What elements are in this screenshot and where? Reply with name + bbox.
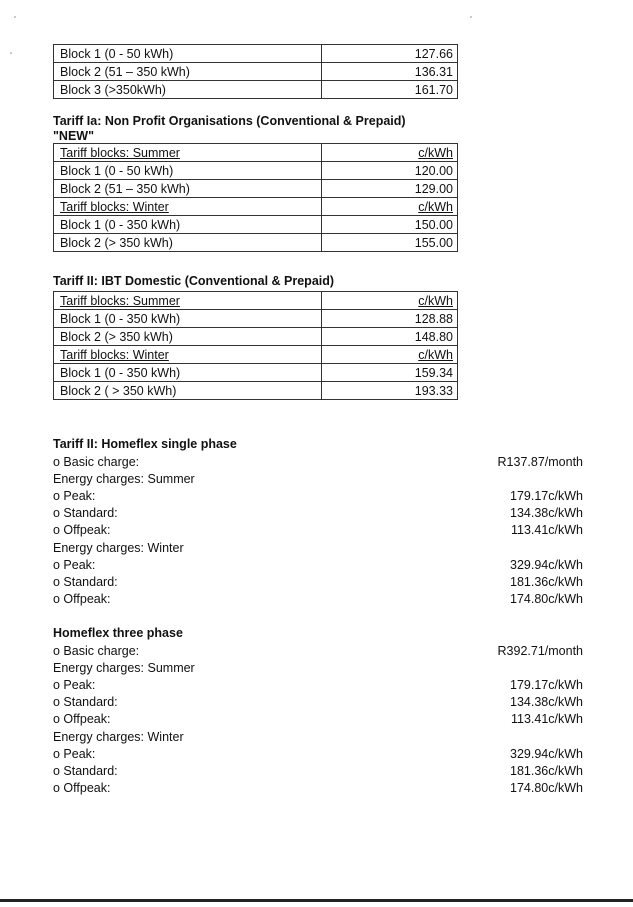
charge-label: o Standard:: [53, 695, 118, 709]
charge-label: Energy charges: Winter: [53, 730, 184, 744]
charge-value: 174.80c/kWh: [510, 592, 583, 606]
charge-value: 113.41c/kWh: [510, 523, 583, 537]
row-value: 148.80: [322, 328, 458, 346]
row-label: Block 2 (> 350 kWh): [54, 234, 322, 252]
charge-value: 181.36c/kWh: [510, 575, 583, 589]
charge-value: 174.80c/kWh: [510, 781, 583, 795]
table-row: [54, 382, 458, 400]
block-value: 136.31: [322, 63, 458, 81]
row-value: c/kWh: [322, 292, 458, 310]
charge-line: [53, 643, 583, 660]
row-label: Tariff blocks: Winter: [54, 346, 322, 364]
block-label: Block 3 (>350kWh): [54, 81, 322, 99]
block-value: 161.70: [322, 81, 458, 99]
charge-line: [53, 471, 583, 488]
charge-line: [53, 557, 583, 574]
charge-label: o Offpeak:: [53, 781, 111, 795]
charge-label: o Standard:: [53, 506, 118, 520]
charge-line: [53, 694, 583, 711]
charge-label: o Peak:: [53, 489, 96, 503]
row-label: Block 2 (> 350 kWh): [54, 328, 322, 346]
table-row: [54, 180, 458, 198]
scan-speck: [14, 16, 16, 18]
charge-value: 329.94c/kWh: [510, 747, 583, 761]
table-row: [54, 63, 458, 81]
charge-line: [53, 677, 583, 694]
tariff-ia-heading-line2: "NEW": [53, 129, 95, 143]
row-label: Block 2 ( > 350 kWh): [54, 382, 322, 400]
row-label: Tariff blocks: Summer: [54, 144, 322, 162]
charge-line: [53, 729, 583, 746]
row-value: c/kWh: [322, 144, 458, 162]
row-value: 128.88: [322, 310, 458, 328]
charge-label: Energy charges: Winter: [53, 541, 184, 555]
charge-line: [53, 522, 583, 539]
table-header-row: [54, 292, 458, 310]
row-value: 155.00: [322, 234, 458, 252]
charge-value: R137.87/month: [497, 455, 583, 469]
tariff-ia-table: [53, 143, 458, 252]
row-label: Block 2 (51 – 350 kWh): [54, 180, 322, 198]
charge-value: 134.38c/kWh: [510, 506, 583, 520]
charge-value: R392.71/month: [497, 644, 583, 658]
charge-value: 181.36c/kWh: [510, 764, 583, 778]
scan-speck: [470, 16, 472, 18]
tariff-ia-heading: [53, 114, 406, 144]
charge-label: o Basic charge:: [53, 644, 140, 658]
charge-label: o Peak:: [53, 558, 96, 572]
row-label: Block 1 (0 - 350 kWh): [54, 216, 322, 234]
charge-line: [53, 591, 583, 608]
row-label: Block 1 (0 - 50 kWh): [54, 162, 322, 180]
charge-label: o Peak:: [53, 678, 96, 692]
table-row: [54, 310, 458, 328]
table-header-row: [54, 198, 458, 216]
charge-label: o Offpeak:: [53, 592, 111, 606]
page-bottom-rule: [0, 899, 633, 902]
row-value: 129.00: [322, 180, 458, 198]
table-row: [54, 364, 458, 382]
table-row: [54, 162, 458, 180]
charge-label: o Offpeak:: [53, 523, 111, 537]
charge-value: 329.94c/kWh: [510, 558, 583, 572]
table-row: [54, 234, 458, 252]
charge-line: [53, 574, 583, 591]
block-label: Block 2 (51 – 350 kWh): [54, 63, 322, 81]
charge-line: [53, 711, 583, 728]
homeflex-single-heading: Tariff II: Homeflex single phase: [53, 437, 237, 451]
scan-speck: [10, 52, 12, 54]
charge-label: o Peak:: [53, 747, 96, 761]
charge-line: [53, 505, 583, 522]
row-value: c/kWh: [322, 346, 458, 364]
row-label: Tariff blocks: Winter: [54, 198, 322, 216]
charge-label: Energy charges: Summer: [53, 472, 195, 486]
charge-label: o Standard:: [53, 764, 118, 778]
charge-label: o Offpeak:: [53, 712, 111, 726]
row-value: 120.00: [322, 162, 458, 180]
charge-line: [53, 763, 583, 780]
block-value: 127.66: [322, 45, 458, 63]
row-label: Tariff blocks: Summer: [54, 292, 322, 310]
charge-label: o Standard:: [53, 575, 118, 589]
charge-line: [53, 454, 583, 471]
tariff-ii-ibt-heading: Tariff II: IBT Domestic (Conventional & Prepaid): [53, 274, 335, 288]
tariff-ii-ibt-table: [53, 291, 458, 400]
charge-line: [53, 746, 583, 763]
table-header-row: [54, 144, 458, 162]
row-value: 193.33: [322, 382, 458, 400]
tariff-table-top: [53, 44, 458, 99]
block-label: Block 1 (0 - 50 kWh): [54, 45, 322, 63]
table-header-row: [54, 346, 458, 364]
table-row: [54, 328, 458, 346]
table-row: [54, 81, 458, 99]
charge-line: [53, 780, 583, 797]
charge-line: [53, 488, 583, 505]
charge-line: [53, 660, 583, 677]
charge-value: 179.17c/kWh: [510, 678, 583, 692]
tariff-ia-heading-line1: Tariff Ia: Non Profit Organisations (Conventional & Prepaid): [53, 114, 406, 128]
row-label: Block 1 (0 - 350 kWh): [54, 310, 322, 328]
row-value: c/kWh: [322, 198, 458, 216]
charge-label: Energy charges: Summer: [53, 661, 195, 675]
charge-line: [53, 540, 583, 557]
homeflex-three-heading: Homeflex three phase: [53, 626, 183, 640]
row-value: 159.34: [322, 364, 458, 382]
table-row: [54, 216, 458, 234]
charge-value: 179.17c/kWh: [510, 489, 583, 503]
row-value: 150.00: [322, 216, 458, 234]
charge-value: 113.41c/kWh: [510, 712, 583, 726]
row-label: Block 1 (0 - 350 kWh): [54, 364, 322, 382]
table-row: [54, 45, 458, 63]
charge-label: o Basic charge:: [53, 455, 140, 469]
charge-value: 134.38c/kWh: [510, 695, 583, 709]
